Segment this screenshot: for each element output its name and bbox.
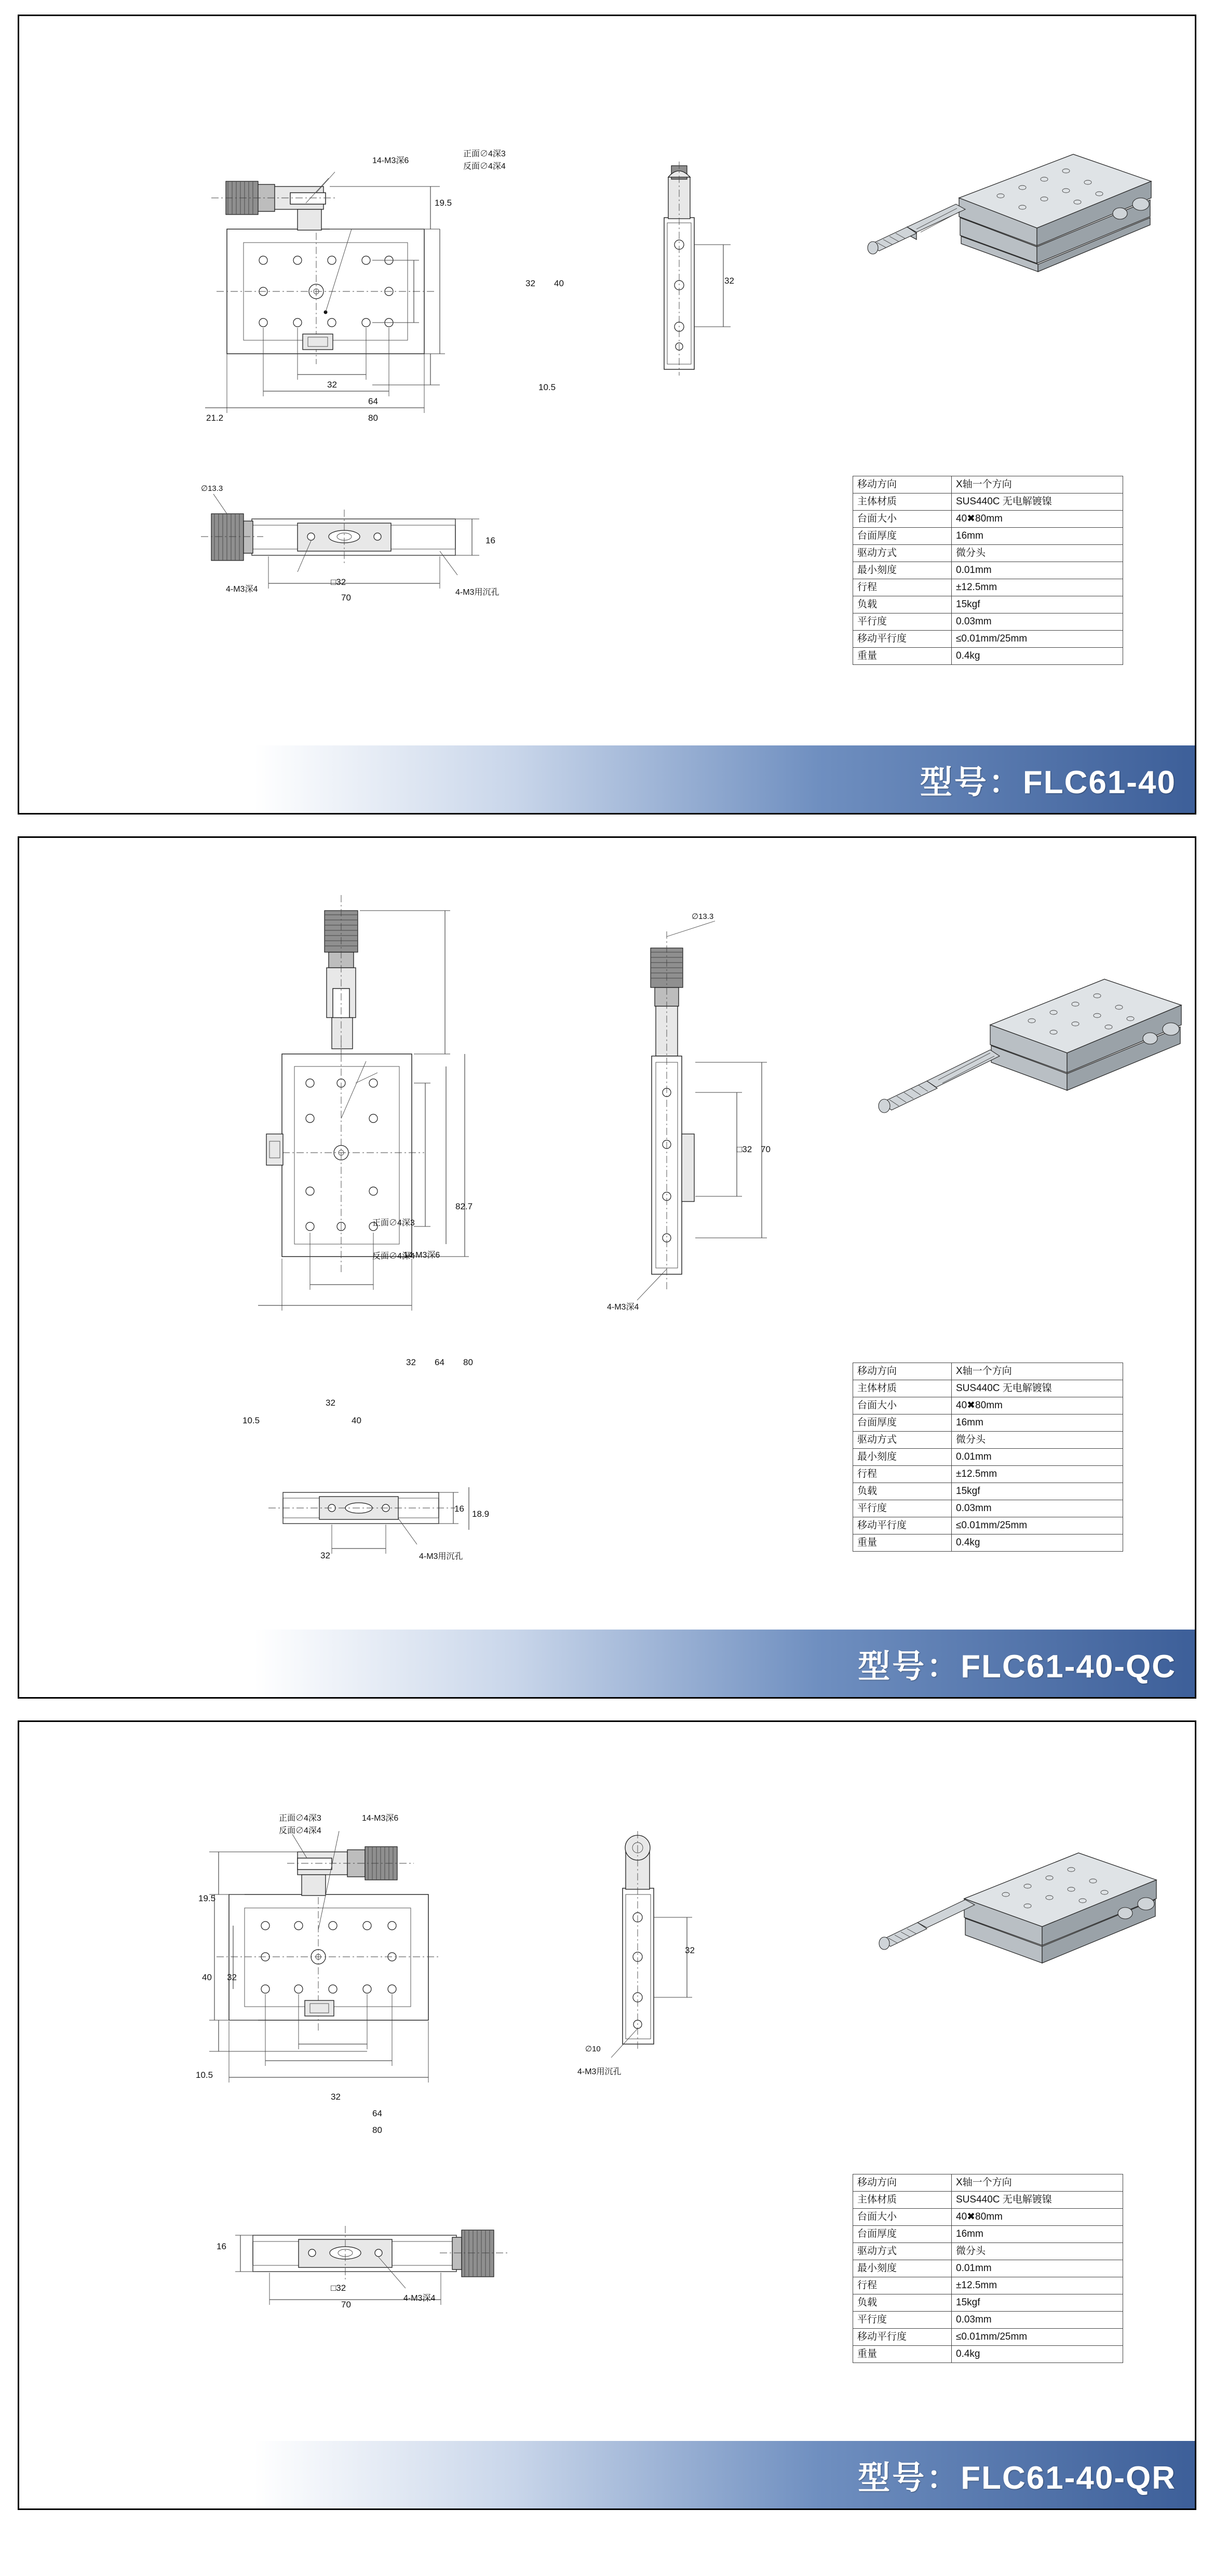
plan-view-3 (196, 1800, 528, 2101)
callout-3-5: ∅10 (585, 2045, 601, 2053)
table-row (853, 2346, 1123, 2363)
dim-3-5: 10.5 (196, 2070, 213, 2080)
product-panel-2 (18, 836, 1196, 1699)
spec-value: ±12.5mm (952, 579, 1123, 596)
spec-key: 平行度 (853, 2312, 952, 2329)
spec-value: 40✖80mm (952, 511, 1123, 528)
table-row (853, 493, 1123, 511)
table-row (853, 631, 1123, 648)
dim-1-7: 80 (368, 413, 378, 423)
table-row (853, 2209, 1123, 2226)
dim-3-2: 40 (202, 1972, 212, 1982)
spec-value: ≤0.01mm/25mm (952, 1517, 1123, 1534)
spec-key: 台面厚度 (853, 2226, 952, 2243)
callout-3-1: 正面∅4深3 (279, 1814, 321, 1823)
spec-value: 0.01mm (952, 1449, 1123, 1466)
plan-view-2 (242, 890, 606, 1420)
callout-2-7: □32 (737, 1144, 752, 1154)
spec-key: 主体材质 (853, 1380, 952, 1397)
table-row (853, 2243, 1123, 2260)
spec-value: 0.03mm (952, 2312, 1123, 2329)
dim-2-5: 32 (326, 1398, 335, 1408)
plan-view-1 (196, 141, 518, 442)
spec-key: 主体材质 (853, 493, 952, 511)
spec-value: 0.4kg (952, 2346, 1123, 2363)
callout-2-3: 14-M3深6 (403, 1251, 440, 1260)
callout-1-5: 4-M3用沉孔 (455, 588, 500, 597)
dim-3-1: 19.5 (198, 1893, 216, 1903)
spec-key: 负载 (853, 2294, 952, 2312)
table-row (853, 511, 1123, 528)
spec-value: ±12.5mm (952, 2277, 1123, 2294)
model-banner-text-2 (858, 1640, 1176, 1687)
spec-key: 重量 (853, 648, 952, 665)
table-row (853, 2329, 1123, 2346)
dim-1-5: 32 (327, 380, 337, 390)
dim-1-11: 70 (341, 593, 351, 603)
table-row (853, 579, 1123, 596)
dim-1-4: 10.5 (538, 382, 556, 392)
spec-value: 16mm (952, 1414, 1123, 1432)
table-row (853, 476, 1123, 493)
spec-key: 最小刻度 (853, 562, 952, 579)
spec-value: ≤0.01mm/25mm (952, 631, 1123, 648)
spec-key: 主体材质 (853, 2192, 952, 2209)
spec-value: 微分头 (952, 545, 1123, 562)
spec-key: 行程 (853, 1466, 952, 1483)
table-row (853, 596, 1123, 613)
table-row (853, 1414, 1123, 1432)
dim-2-2: 32 (406, 1357, 416, 1367)
spec-key: 最小刻度 (853, 1449, 952, 1466)
table-row (853, 2294, 1123, 2312)
iso-view-3 (845, 1821, 1188, 1997)
product-panel-1 (18, 15, 1196, 815)
spec-value: X轴一个方向 (952, 2174, 1123, 2192)
table-row (853, 2260, 1123, 2277)
spec-key: 移动平行度 (853, 631, 952, 648)
spec-value: 40✖80mm (952, 2209, 1123, 2226)
model-prefix-3: 型号： (858, 2460, 961, 2496)
model-banner-text-1 (920, 756, 1176, 803)
dim-1-9: 32 (724, 276, 734, 286)
table-row (853, 545, 1123, 562)
callout-2-4: 4-M3深4 (607, 1303, 639, 1312)
dim-2-3: 64 (435, 1357, 444, 1367)
spec-value: 微分头 (952, 1432, 1123, 1449)
table-row (853, 2226, 1123, 2243)
dim-3-6: 32 (331, 2092, 341, 2102)
callout-2-2: 反面∅4深4 (372, 1252, 415, 1261)
dim-2-11: 18.9 (472, 1509, 490, 1519)
callout-3-2: 反面∅4深4 (279, 1826, 321, 1835)
spec-value: 16mm (952, 528, 1123, 545)
callout-3-7: □32 (331, 2283, 346, 2293)
dim-3-10: 70 (341, 2300, 351, 2310)
model-banner-3 (19, 2441, 1195, 2508)
dim-1-2: 32 (525, 278, 535, 288)
table-row (853, 1449, 1123, 1466)
spec-value: 40✖80mm (952, 1397, 1123, 1414)
dim-2-12: 32 (320, 1551, 330, 1560)
spec-key: 移动平行度 (853, 2329, 952, 2346)
dim-1-6: 64 (368, 396, 378, 406)
dim-2-1: 82.7 (455, 1202, 473, 1211)
spec-key: 重量 (853, 1534, 952, 1552)
table-row (853, 2192, 1123, 2209)
dim-3-7: 64 (372, 2108, 382, 2118)
dim-1-1: 19.5 (435, 198, 452, 208)
table-row (853, 528, 1123, 545)
spec-key: 行程 (853, 2277, 952, 2294)
spec-key: 台面大小 (853, 1397, 952, 1414)
table-row (853, 2174, 1123, 2192)
table-row (853, 648, 1123, 665)
spec-key: 台面大小 (853, 2209, 952, 2226)
model-name-2: FLC61-40-QC (961, 1648, 1176, 1685)
callout-2-1: 正面∅4深3 (372, 1219, 415, 1227)
table-row (853, 1397, 1123, 1414)
dim-2-7: 10.5 (242, 1416, 260, 1425)
callout-1-2: 正面∅4深3 (463, 150, 506, 158)
table-row (853, 1380, 1123, 1397)
table-row (853, 2312, 1123, 2329)
iso-view-1 (829, 136, 1167, 307)
dim-3-4: 32 (685, 1945, 695, 1955)
bottom-view-2 (258, 1466, 490, 1586)
table-row (853, 1466, 1123, 1483)
dim-1-8: 21.2 (206, 413, 224, 423)
spec-value: 微分头 (952, 2243, 1123, 2260)
spec-key: 负载 (853, 1483, 952, 1500)
model-banner-2 (19, 1630, 1195, 1697)
dim-2-4: 80 (463, 1357, 473, 1367)
spec-table-2 (853, 1363, 1123, 1552)
spec-key: 最小刻度 (853, 2260, 952, 2277)
dim-2-10: 16 (454, 1504, 464, 1514)
model-prefix-1: 型号： (920, 764, 1023, 800)
side-view-3 (596, 1821, 751, 2080)
side-view-1 (637, 162, 762, 380)
table-row (853, 1483, 1123, 1500)
spec-key: 驱动方式 (853, 1432, 952, 1449)
spec-value: 15kgf (952, 596, 1123, 613)
iso-view-2 (860, 947, 1193, 1165)
spec-table-3 (853, 2174, 1123, 2363)
table-row (853, 613, 1123, 631)
spec-key: 驱动方式 (853, 2243, 952, 2260)
callout-3-3: 14-M3深6 (362, 1814, 399, 1823)
product-panel-3 (18, 1720, 1196, 2510)
spec-key: 行程 (853, 579, 952, 596)
spec-value: 0.4kg (952, 648, 1123, 665)
spec-value: 0.4kg (952, 1534, 1123, 1552)
spec-key: 重量 (853, 2346, 952, 2363)
spec-value: ≤0.01mm/25mm (952, 2329, 1123, 2346)
spec-key: 台面厚度 (853, 1414, 952, 1432)
spec-value: SUS440C 无电解镀镍 (952, 1380, 1123, 1397)
model-banner-1 (19, 745, 1195, 813)
dim-2-9: 40 (352, 1416, 361, 1425)
callout-1-4: 4-M3深4 (226, 585, 258, 594)
dim-1-10: 16 (485, 536, 495, 545)
dim-3-3: 32 (227, 1972, 237, 1982)
spec-key: 负载 (853, 596, 952, 613)
spec-value: 0.01mm (952, 2260, 1123, 2277)
callout-1-3: 反面∅4深4 (463, 162, 506, 171)
table-row (853, 1363, 1123, 1380)
spec-value: 16mm (952, 2226, 1123, 2243)
table-row (853, 1432, 1123, 1449)
model-name-3: FLC61-40-QR (961, 2460, 1176, 2496)
spec-table-1 (853, 476, 1123, 665)
table-row (853, 1517, 1123, 1534)
dim-2-6: 70 (761, 1144, 771, 1154)
spec-value: SUS440C 无电解镀镍 (952, 493, 1123, 511)
callout-2-6: ∅13.3 (692, 912, 714, 921)
dim-3-8: 80 (372, 2125, 382, 2135)
table-row (853, 562, 1123, 579)
spec-key: 台面大小 (853, 511, 952, 528)
spec-value: X轴一个方向 (952, 1363, 1123, 1380)
spec-key: 驱动方式 (853, 545, 952, 562)
spec-key: 移动方向 (853, 1363, 952, 1380)
spec-key: 移动平行度 (853, 1517, 952, 1534)
spec-value: 0.03mm (952, 613, 1123, 631)
spec-key: 平行度 (853, 613, 952, 631)
table-row (853, 1534, 1123, 1552)
spec-key: 移动方向 (853, 476, 952, 493)
table-row (853, 2277, 1123, 2294)
dim-3-9: 16 (217, 2241, 226, 2251)
spec-value: 0.01mm (952, 562, 1123, 579)
spec-value: SUS440C 无电解镀镍 (952, 2192, 1123, 2209)
spec-key: 移动方向 (853, 2174, 952, 2192)
callout-3-6: 4-M3深4 (403, 2294, 436, 2303)
spec-value: X轴一个方向 (952, 476, 1123, 493)
callout-2-5: 4-M3用沉孔 (419, 1552, 463, 1561)
callout-3-4: 4-M3用沉孔 (577, 2067, 622, 2076)
callout-1-7: ∅13.3 (201, 484, 223, 493)
model-name-1: FLC61-40 (1022, 764, 1176, 800)
dim-1-3: 40 (554, 278, 564, 288)
model-prefix-2: 型号： (858, 1648, 961, 1685)
spec-value: 0.03mm (952, 1500, 1123, 1517)
spec-key: 平行度 (853, 1500, 952, 1517)
side-view-2 (606, 916, 814, 1414)
spec-value: ±12.5mm (952, 1466, 1123, 1483)
spec-value: 15kgf (952, 2294, 1123, 2312)
spec-key: 台面厚度 (853, 528, 952, 545)
front-view-3 (196, 2190, 528, 2325)
model-banner-text-3 (858, 2452, 1176, 2498)
table-row (853, 1500, 1123, 1517)
callout-1-6: □32 (331, 577, 346, 587)
spec-value: 15kgf (952, 1483, 1123, 1500)
callout-1-1: 14-M3深6 (372, 156, 409, 165)
